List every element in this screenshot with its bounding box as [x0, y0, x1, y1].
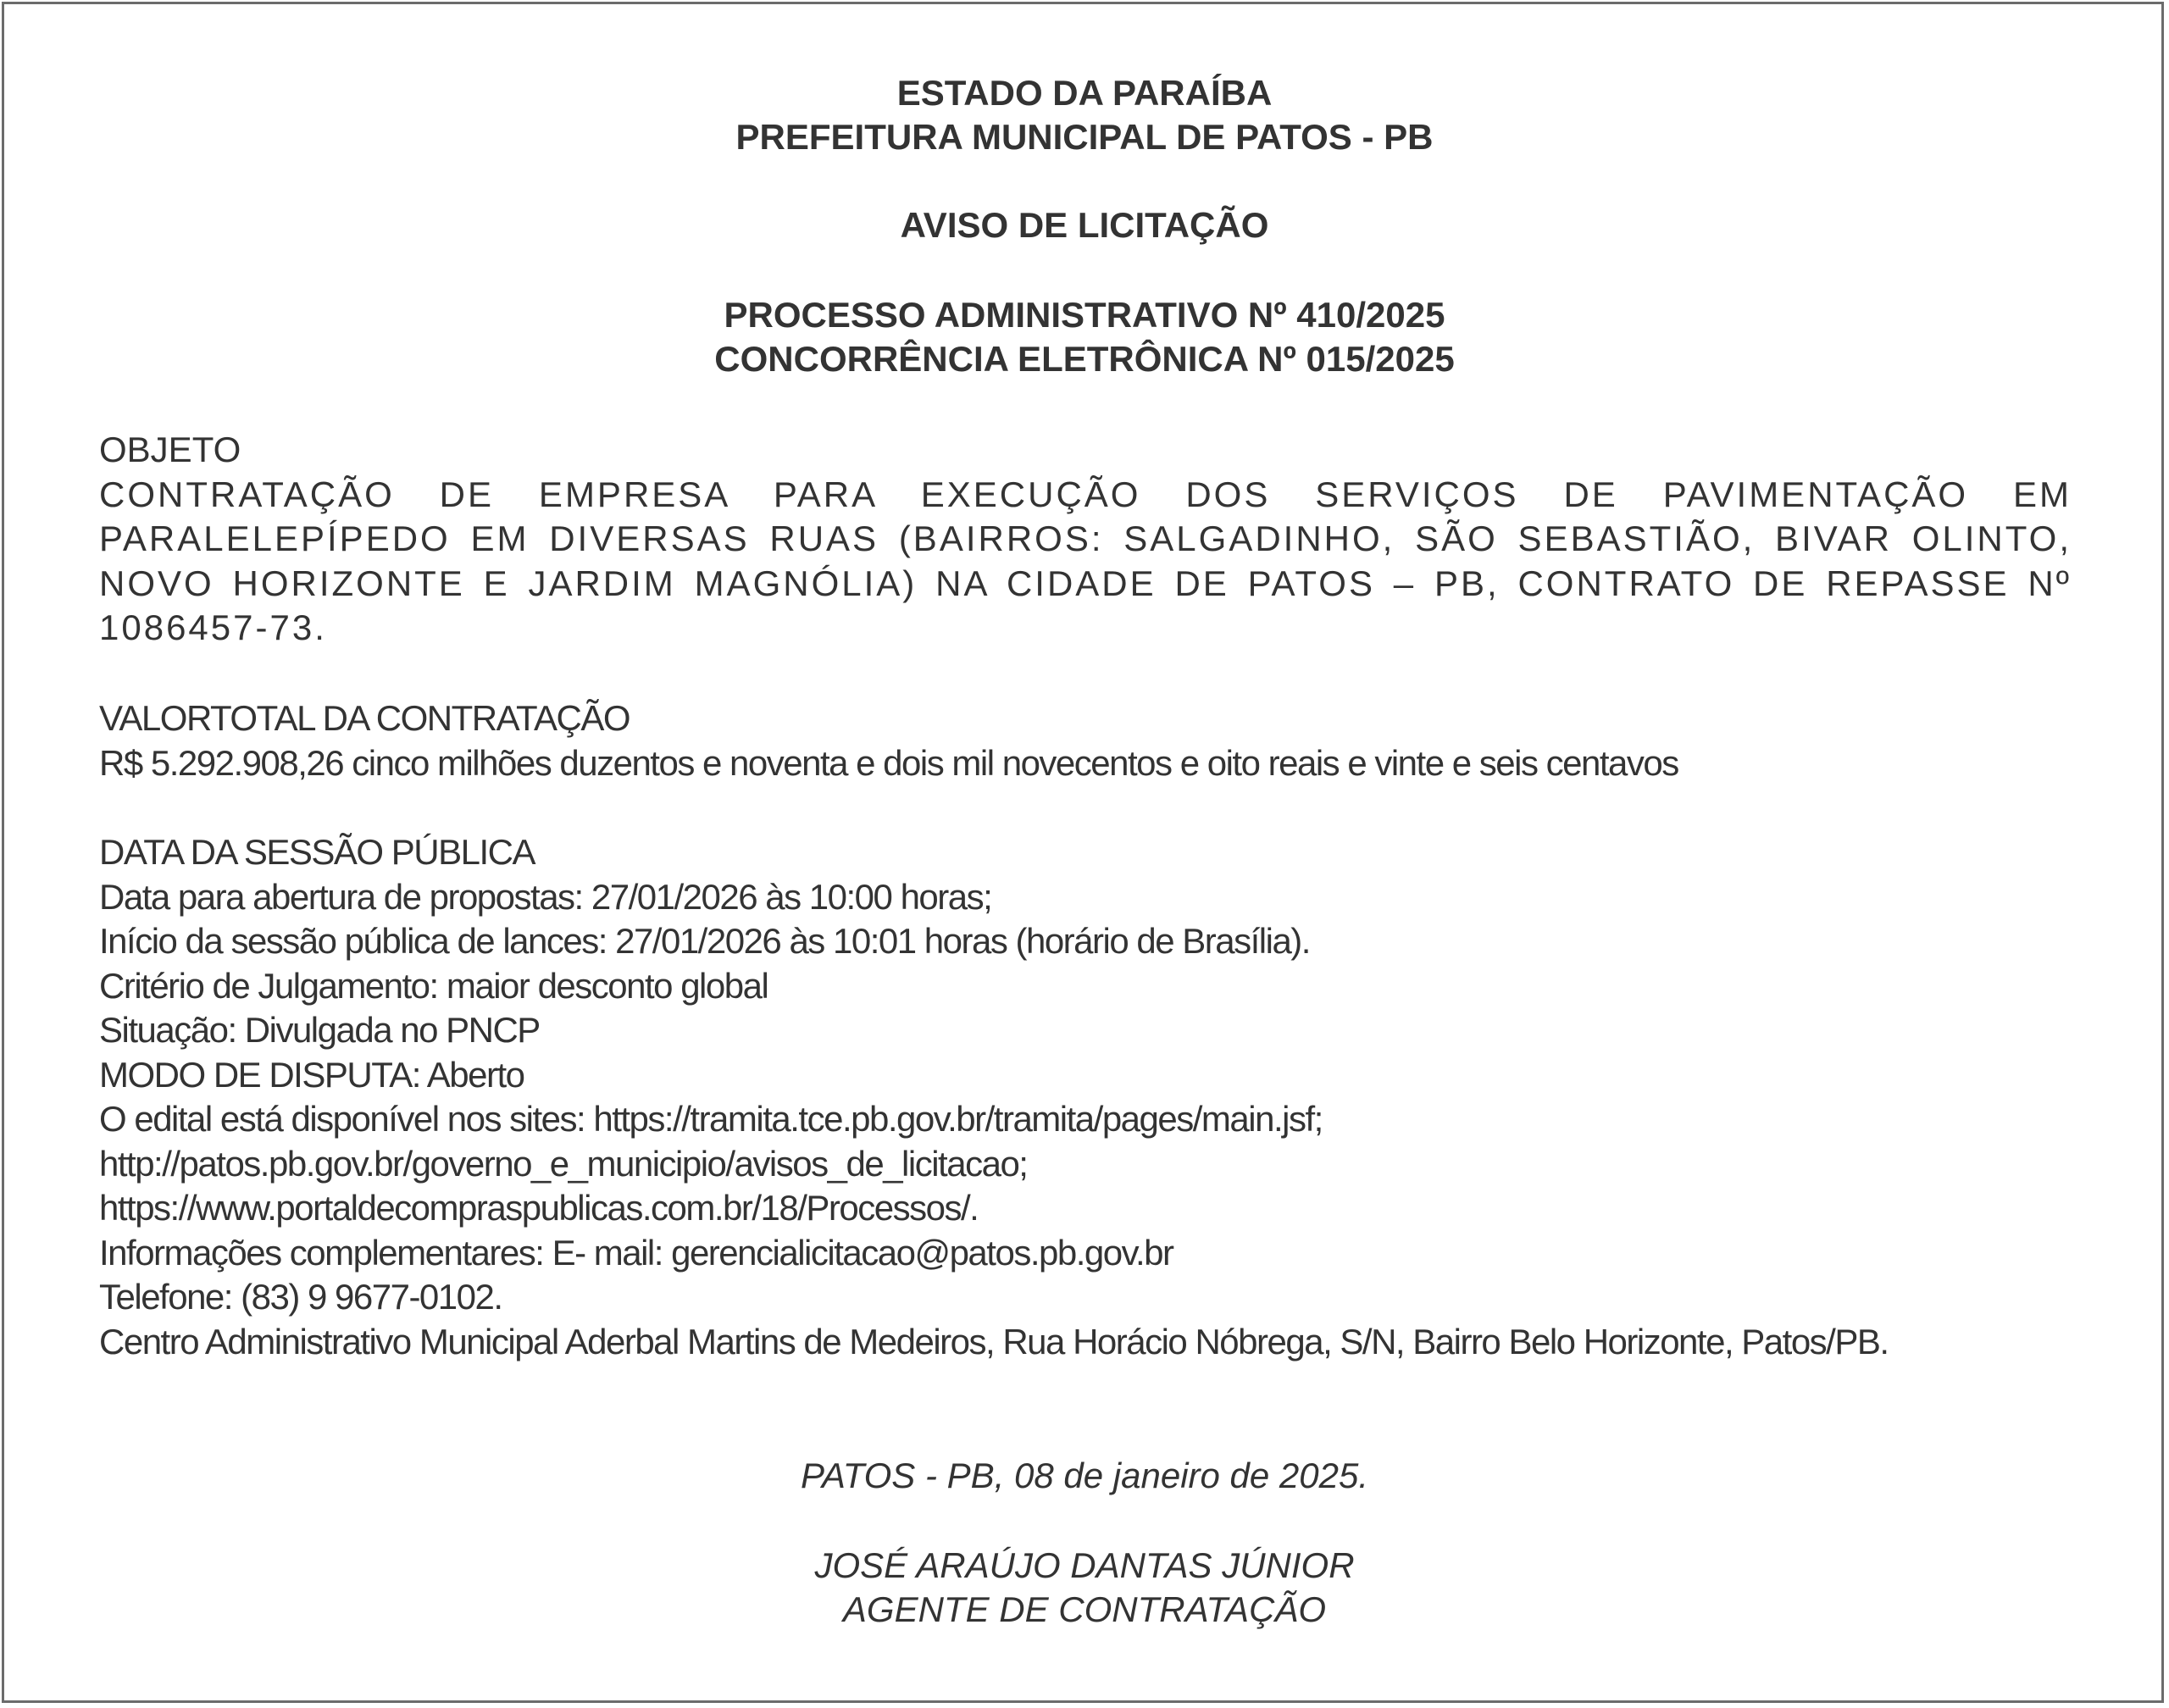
object-heading: OBJETO [99, 430, 241, 469]
notice-title: AVISO DE LICITAÇÃO [900, 205, 1269, 245]
object-text: CONTRATAÇÃO DE EMPRESA PARA EXECUÇÃO DOS SERVIÇOS DE PAVIMENTAÇÃO EM PARALELEPÍPEDO EM DIVERSAS RUAS (BAIRROS: SALGADINHO, SÃO SEBASTIÃO, BIVAR OLINTO, NOVO HORIZONTE E JARDIM MAGNÓLIA) NA CIDADE DE PATOS – PB, CONTRATO DE REPASSE Nº 1086457-73. [99, 474, 2072, 647]
place-date: PATOS - PB, 08 de janeiro de 2025. [800, 1456, 1369, 1495]
municipality-heading: PREFEITURA MUNICIPAL DE PATOS - PB [735, 117, 1434, 157]
session-line-email: Informações complementares: E- mail: gerencialicitacao@patos.pb.gov.br [99, 1232, 1173, 1273]
session-line-portal-url: https://www.portaldecompraspublicas.com.br/18/Processos/. [99, 1188, 979, 1228]
state-heading: ESTADO DA PARAÍBA [896, 73, 1273, 113]
session-line-patos-url: http://patos.pb.gov.br/governo_e_municipio/avisos_de_licitacao; [99, 1143, 1028, 1184]
session-line-edital-sites: O edital está disponível nos sites: https://tramita.tce.pb.gov.br/tramita/pages/main.jsf; [99, 1099, 1323, 1139]
signatory-name: JOSÉ ARAÚJO DANTAS JÚNIOR [814, 1545, 1355, 1585]
bidding-number: CONCORRÊNCIA ELETRÔNICA Nº 015/2025 [714, 339, 1455, 379]
session-line-criterion: Critério de Julgamento: maior desconto global [99, 965, 768, 1006]
object-section [99, 428, 2072, 651]
session-line-proposals: Data para abertura de propostas: 27/01/2026 às 10:00 horas; [99, 876, 992, 917]
process-number: PROCESSO ADMINISTRATIVO Nº 410/2025 [724, 295, 1445, 335]
session-line-status: Situação: Divulgada no PNCP [99, 1010, 540, 1050]
value-section [99, 696, 2072, 785]
session-address: Centro Administrativo Municipal Aderbal Martins de Medeiros, Rua Horácio Nóbrega, S/N, Bairro Belo Horizonte, Patos/PB. [99, 1321, 1889, 1361]
signatory-role: AGENTE DE CONTRATAÇÃO [842, 1589, 1327, 1629]
session-heading: DATA DA SESSÃO PÚBLICA [99, 832, 535, 872]
session-line-bids: Início da sessão pública de lances: 27/01/2026 às 10:01 horas (horário de Brasília). [99, 921, 1310, 961]
value-text: R$ 5.292.908,26 cinco milhões duzentos e noventa e dois mil novecentos e oito reais e vinte e seis centavos [99, 742, 1678, 783]
value-heading: VALORTOTAL DA CONTRATAÇÃO [99, 698, 630, 738]
session-section [99, 830, 2072, 1364]
session-line-mode: MODO DE DISPUTA: Aberto [99, 1054, 524, 1095]
session-line-phone: Telefone: (83) 9 9677-0102. [99, 1277, 502, 1317]
